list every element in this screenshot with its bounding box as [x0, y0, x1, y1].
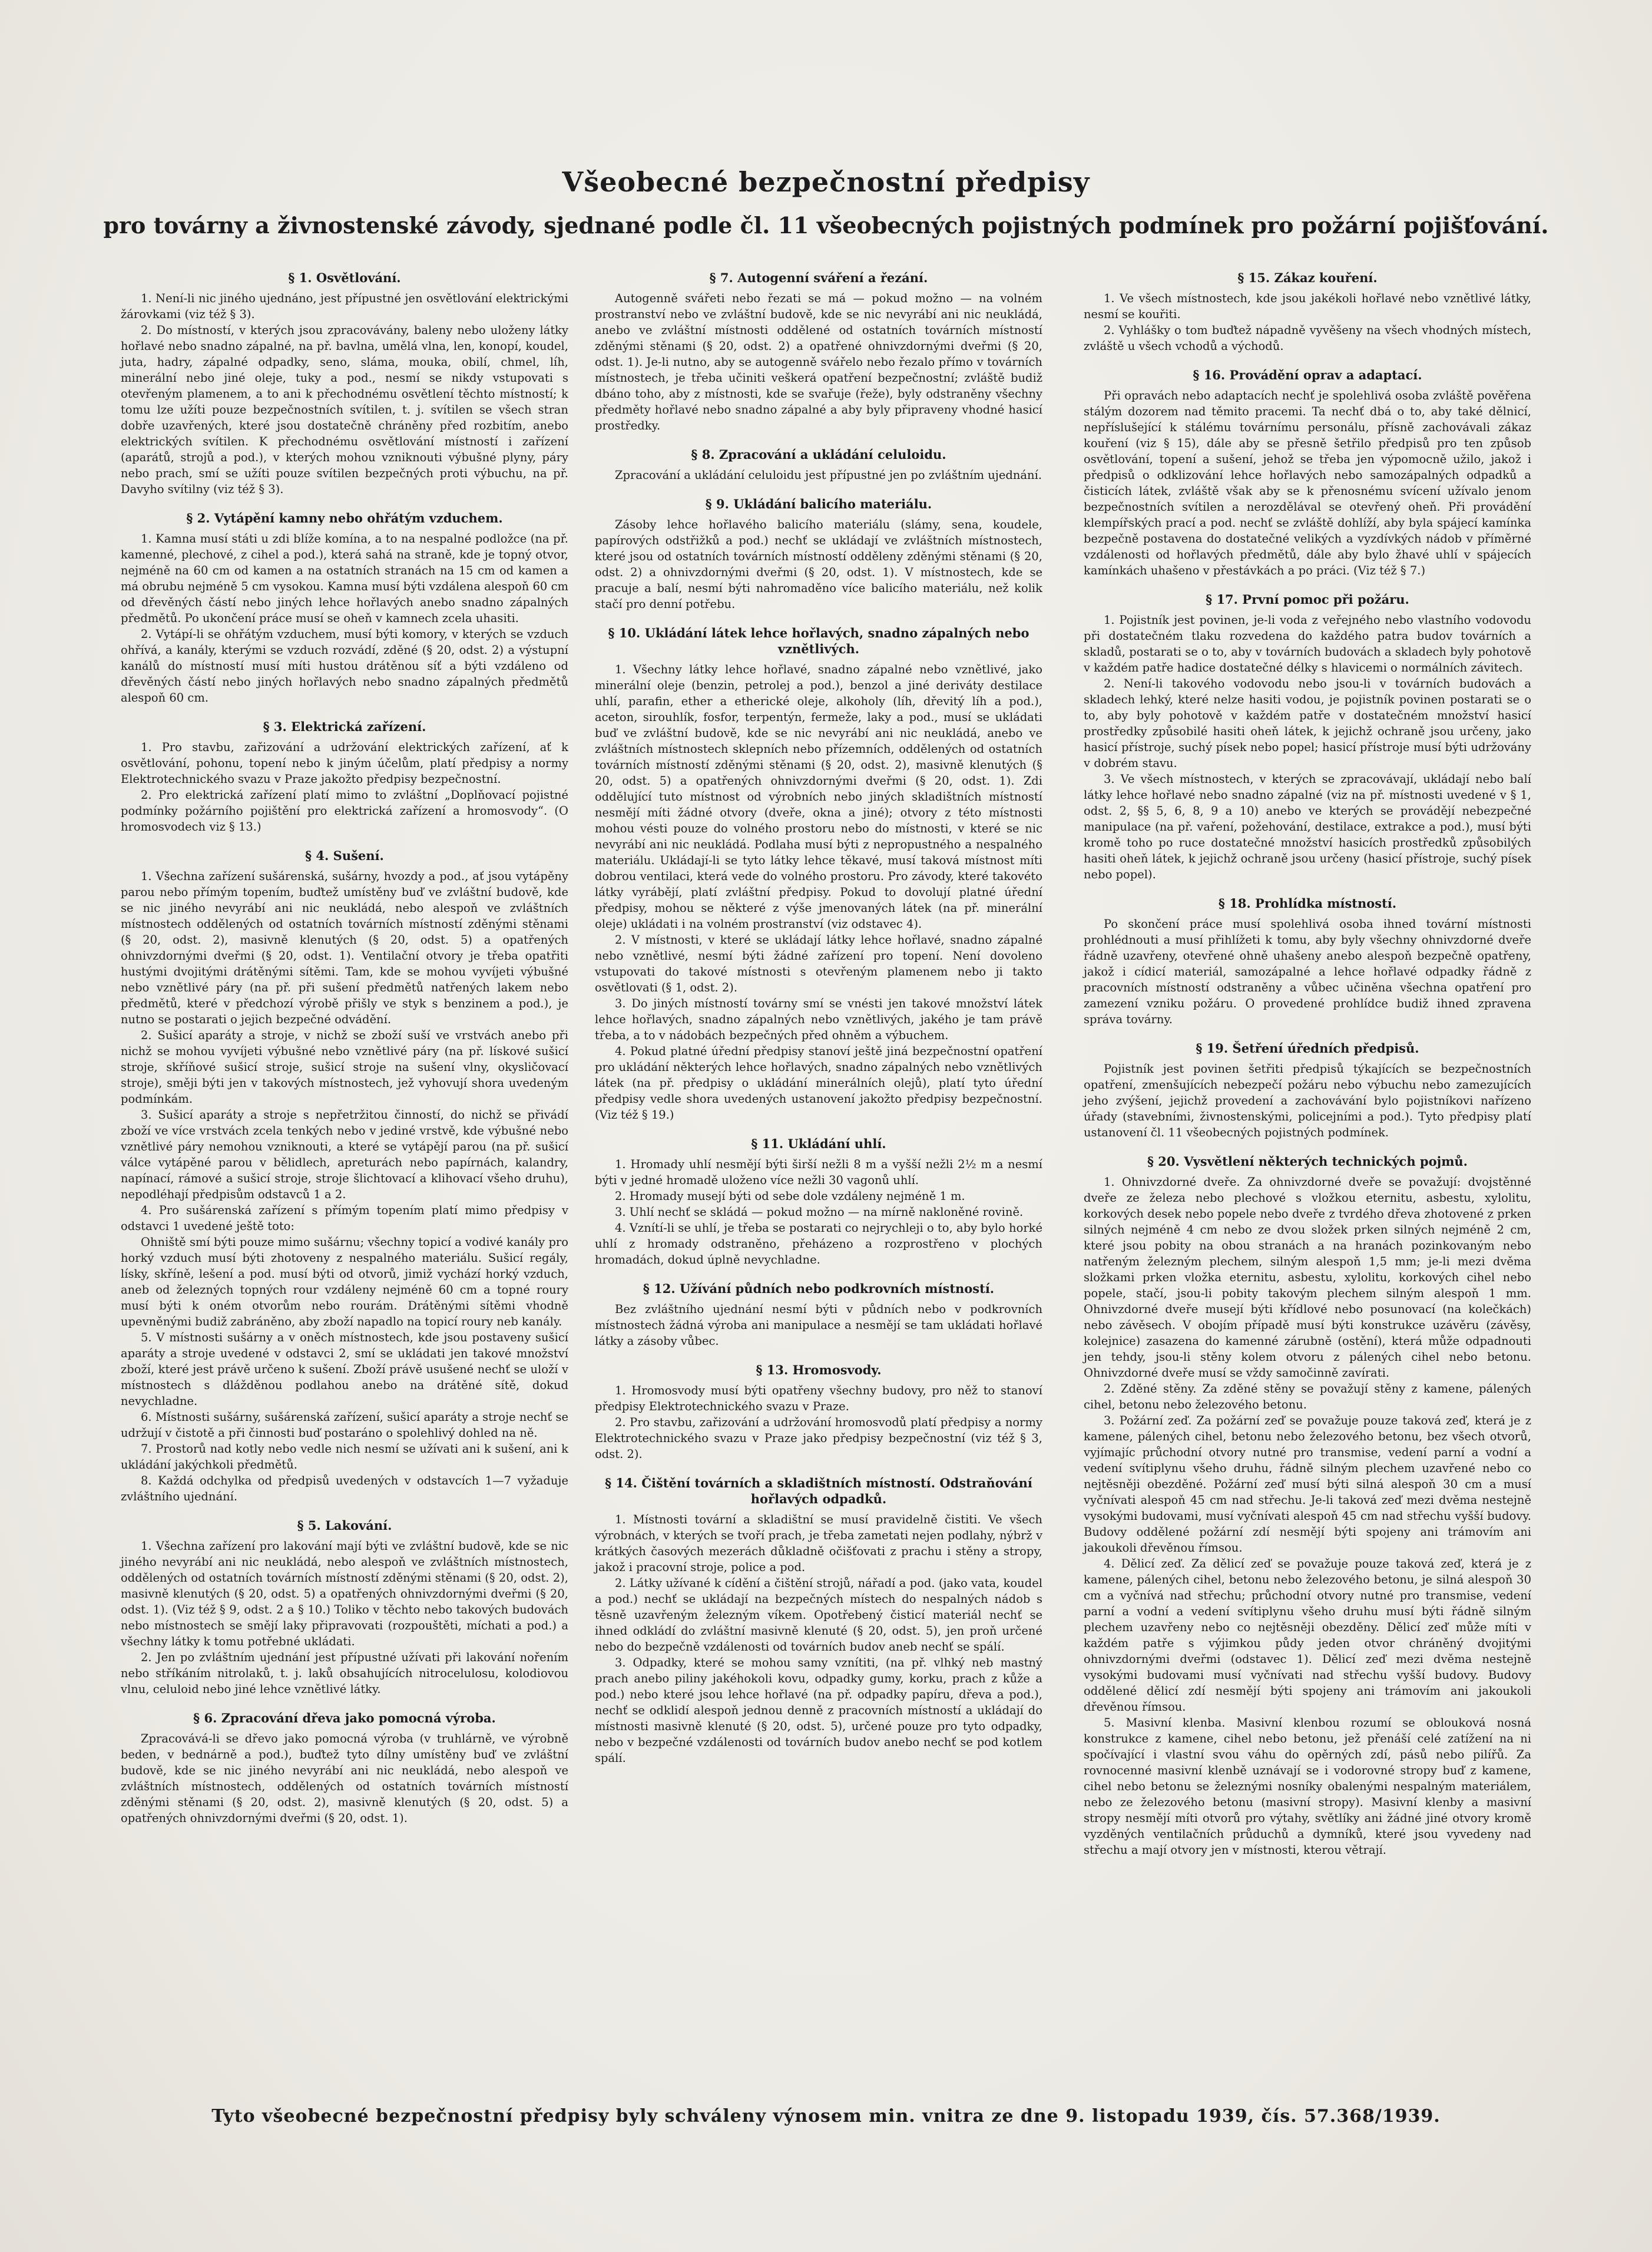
section	[595, 496, 1042, 612]
section-paragraph: 1. Všechna zařízení pro lakování mají býti ve zvláštní budově, kde se nic jiného nevyrábí ani nic neukládá, nebo alespoň ve zvláštních místnostech, oddělených od ostatních továrních místností zděnými stěnami (§ 20, odst. 2), masivně klenutých (§ 20, odst. 5) a opatřených ohnivzdornými dveřmi (§ 20, odst. 1). (Viz též § 9, odst. 2 a § 10.) Toliko v těchto nebo takových budovách nebo místnostech se smějí laky připravovati (rozpouštěti, míchati a pod.) a všechny látky k tomu potřebné ukládati.	[121, 1539, 568, 1648]
section-heading: § 20. Vysvětlení některých technických pojmů.	[1147, 1154, 1468, 1169]
section-paragraph: 2. Hromady musejí býti od sebe dole vzdáleny nejméně 1 m.	[615, 1189, 965, 1203]
section-paragraph: 3. Odpadky, které se mohou samy vznítiti, (na př. vlhký neb mastný prach anebo piliny jakéhokoli kovu, odpadky gumy, korku, prach z kůže a pod.) nebo které jsou lehce hořlavé (na př. odpadky papíru, dřeva a pod.), nechť se odklidí alespoň jednou denně z pracovních místností a ukládají do místnosti masivně klenuté (§ 20, odst. 5), určené pouze pro tyto odpadky, nebo v bezpečné vzdálenosti od továrních budov anebo nechť se pod kotlem spálí.	[595, 1656, 1042, 1765]
section-paragraph: 3. Požární zeď. Za požární zeď se považuje pouze taková zeď, která je z kamene, pálených cihel, betonu nebo železového betonu, bez všech otvorů, vyjímajíc průchodní otvory nutné pro transmise, vedení parní a vodní a vedení svítiplynu všeho druhu, řádně silným plechem uzavřené nebo co nejtěsněji obezděné. Požární zeď musí býti silná alespoň 30 cm a musí vyčnívati alespoň 45 cm nad střechu. Je-li taková zeď mezi dvěma nestejně vysokými budovami, musí vyčnívati alespoň 45 cm nad střechu vyšší budovy. Budovy oddělené požární zdí nesmějí býti spojeny ani trámovím ani jakoukoli dřevěnou římsou.	[1084, 1414, 1531, 1555]
section-heading: § 3. Elektrická zařízení.	[263, 719, 426, 734]
section-paragraph: 3. Ve všech místnostech, v kterých se zpracovávají, ukládají nebo balí látky lehce hořlavé nebo snadno zápalné (viz na př. místnosti uvedené v § 1, odst. 2, §§ 5, 6, 8, 9 a 10) anebo ve kterých se provádějí nebezpečné manipulace (na př. vaření, požehování, destilace, extrakce a pod.), musí býti kromě toho po ruce dostatečné množství hasicích prostředků způsobilých hasiti oheň látek, k jejichž ochraně jsou určeny (hasicí přístroje, suchý písek nebo popel).	[1084, 772, 1531, 881]
section-paragraph: 2. Není-li takového vodovodu nebo jsou-li v továrních budovách a skladech lehký, které nelze hasiti vodou, je pojistník povinen postarati se o to, aby byly pohotově v každém patře v dostatečném množství hasicí prostředky způsobilé hasiti oheň látek, k jejichž ochraně jsou určeny, jako hasicí přístroje, suchý písek nebo popel; hasicí přístroje musí býti udržovány v dobrém stavu.	[1084, 677, 1531, 770]
section-heading: § 12. Užívání půdních nebo podkrovních místností.	[643, 1281, 995, 1296]
section-paragraph: 2. Sušicí aparáty a stroje, v nichž se zboží suší ve vrstvách anebo při nichž se mohou vyvíjeti výbušné nebo vznětlivé páry (na př. lískové sušicí stroje, skříňové sušicí stroje, sušicí stroje na sušení vlny, okysličovací stroje), směji býti jen v takových místnostech, jež vyhovují shora uvedeným podmínkám.	[121, 1029, 568, 1106]
section-paragraph: 2. Vyhlášky o tom buďtež nápadně vyvěšeny na všech vhodných místech, zvláště u všech vchodů a východů.	[1084, 323, 1531, 353]
section-paragraph: 4. Pokud platné úřední předpisy stanoví ještě jiná bezpečnostní opatření pro ukládání některých lehce hořlavých, snadno zápalných nebo vznětlivých látek (na př. předpisy o ukládání minerálních olejů), platí tyto úřední předpisy vedle shora uvedených ustanovení jakožto předpisy bezpečnostní. (Viz též § 19.)	[595, 1044, 1042, 1122]
section-paragraph: 5. Masivní klenba. Masivní klenbou rozumí se oblouková nosná konstrukce z kamene, cihel nebo betonu, jež přenáší celé zatížení na ni spočívající i vlastní svou váhu do opěrných zdí, pásů nebo pilířů. Za rovnocenné masivní klenbě uznávají se i vodorovné stropy buď z kamene, cihel nebo betonu se železnými nosníky obalenými nespalným materiálem, nebo ze železového betonu (masivní stropy). Masivní klenby a masivní stropy nesmějí míti otvorů pro výtahy, světlíky ani žádné jiné otvory kromě vyzděných ventilačních průduchů a dymníků, které jsou vyvedeny nad střechu a mají otvory jen v místnosti, kterou větrají.	[1084, 1716, 1531, 1857]
section-heading: § 2. Vytápění kamny nebo ohřátým vzduchem.	[186, 511, 503, 525]
section-paragraph: 1. Kamna musí státi u zdi blíže komína, a to na nespalné podložce (na př. kamenné, plechové, z cihel a pod.), která sahá na straně, kde je topný otvor, nejméně na 60 cm od kamen a na ostatních stranách na 15 cm od kamen a má obrubu nejméně 5 cm vysokou. Kamna musí býti vzdálena alespoň 60 cm od dřevěných částí nebo jiných lehce hořlavých anebo snadno zápalných předmětů. Po ukončení práce musí se oheň v kamnech zcela uhasiti.	[121, 532, 568, 625]
section-heading: § 16. Provádění oprav a adaptací.	[1193, 368, 1422, 382]
section-paragraph: Zásoby lehce hořlavého balicího materiálu (slámy, sena, koudele, papírových odstřižků a pod.) nechť se ukládají ve zvláštních místnostech, které jsou od ostatních továrních místností odděleny zděnými stěnami (§ 20, odst. 2) a ohnivzdornými dveřmi (§ 20, odst. 1). V místnostech, kde se pracuje a balí, nesmí býti nahromaděno více balicího materiálu, než kolik stačí pro denní potřebu.	[595, 518, 1042, 611]
section	[121, 270, 568, 497]
column-right	[1084, 270, 1531, 1871]
section-heading: § 19. Šetření úředních předpisů.	[1196, 1041, 1419, 1056]
section-paragraph: Pojistník jest povinen šetřiti předpisů týkajících se bezpečnostních opatření, zmenšujících nebezpečí požáru nebo výbuchu nebo zamezujících jeho zvýšení, jejichž provedení a zachovávání bylo pojistníkovi nařízeno úřady (stavebními, živnostenskými, policejními a pod.). Tyto předpisy platí ustanovení čl. 11 všeobecných pojistných podmínek.	[1084, 1062, 1531, 1139]
section	[595, 270, 1042, 434]
section	[595, 1475, 1042, 1766]
section-paragraph: 1. Všechny látky lehce hořlavé, snadno zápalné nebo vznětlivé, jako minerální oleje (benzin, petrolej a pod.), benzol a jiné deriváty destilace uhlí, parafin, ether a etherické oleje, alkoholy (líh, dřevitý líh a pod.), aceton, sirouhlík, fosfor, terpentýn, fermeže, laky a pod., musí se ukládati buď ve zvláštní budově, kde se nic nevyrábí ani nic neukládá, anebo ve zvláštních místnostech sklepních nebo přízemních, oddělených od ostatních továrních místností zděnými stěnami (§ 20, odst. 2), masivně klenutých (§ 20, odst. 5) a opatřených ohnivzdornými dveřmi (§ 20, odst. 1). Zdi oddělující tuto místnost od výrobních nebo jiných skladištních místností nesmějí míti žádné otvory (dveře, okna a jiné); otvory z této místnosti mohou vésti pouze do volného prostoru nebo do místnosti, v které se nic nevyrábí ani nic neukládá. Podlaha musí býti z nepropustného a nespalného materiálu. Ukládají-li se tyto látky lehce těkavé, musí taková místnost míti dobrou ventilaci, která vede do volného prostoru. Pro závody, které takovéto látky vyrábějí, platí zvláštní předpisy. Pokud to dovolují platné úřední předpisy, mohou se některé z výše jmenovaných látek (na př. minerální oleje) ukládati i na volném prostranství (viz odstavec 4).	[595, 663, 1042, 931]
section-paragraph: 1. Ve všech místnostech, kde jsou jakékoli hořlavé nebo vznětlivé látky, nesmí se kouřiti.	[1084, 292, 1531, 321]
section-paragraph: 1. Hromady uhlí nesmějí býti širší nežli 8 m a vyšší nežli 2½ m a nesmí býti v jedné hromadě uloženo více nežli 30 vagonů uhlí.	[595, 1158, 1042, 1187]
section-heading: § 14. Čištění továrních a skladištních místností. Odstraňování hořlavých odpadků.	[605, 1476, 1032, 1506]
section-paragraph: 3. Sušicí aparáty a stroje s nepřetržitou činností, do nichž se přivádí zboží ve více vrstvách zcela tenkých nebo v jediné vrstvě, kde výbušné nebo vznětlivé páry nemohou vzniknouti, a které se vytápějí parou (na př. sušicí válce vytápěné parou v bělidlech, apreturách nebo papírnách, kalandry, napínací, rámové a sušicí stroje, stroje šlichtovací a klihovací všeho druhu), nepodléhají předpisům odstavců 1 a 2.	[121, 1108, 568, 1201]
section-heading: § 5. Lakování.	[297, 1518, 392, 1533]
section-heading: § 10. Ukládání látek lehce hořlavých, snadno zápalných nebo vznětlivých.	[608, 626, 1029, 656]
section	[121, 510, 568, 706]
section-heading: § 8. Zpracování a ukládání celuloidu.	[691, 447, 946, 462]
section-paragraph: Při opravách nebo adaptacích nechť je spolehlivá osoba zvláště pověřena stálým dozorem nad těmito pracemi. Ta nechť dbá o to, aby také dělnicí, nepříslušející k stálému továrnímu personálu, přísně zachovávali zákaz kouření (viz § 15), dále aby se přesně šetřilo předpisů pro ten způsob osvětlování, topení a sušení, jehož se třeba jen výpomocně užilo, jakož i předpisů o odklizování lehce hořlavých nebo samozápalných odpadků a čisticích látek, zvláště však aby se k přenosnému svícení užívalo jenom bezpečnostních svítilen a nerozdělával se otevřený oheň. Při provádění klempířských prací a pod. nechť se zvláště dohlíží, aby byla spájecí kamínka bezpečně postavena do dostatečné velikých a vyzdívkých nádob v příměrné vzdálenosti od hořlavých předmětů, dále aby bylo žhavé uhlí v spájecích kamínkách uhašeno v přestávkách a po práci. (Viz též § 7.)	[1084, 389, 1531, 577]
section-heading: § 18. Prohlídka místností.	[1218, 896, 1397, 911]
section-paragraph: 4. Pro sušárenská zařízení s přímým topením platí mimo předpisy v odstavci 1 uvedené ještě toto:	[121, 1203, 568, 1233]
section-heading: § 17. První pomoc při požáru.	[1206, 592, 1409, 607]
section	[1084, 591, 1531, 882]
document-subtitle: pro továrny a živnostenské závody, sjednané podle čl. 11 všeobecných pojistných podmínek pro požární pojišťování.	[103, 212, 1549, 239]
section-paragraph: 2. Pro stavbu, zařizování a udržování hromosvodů platí předpisy a normy Elektrotechnického svazu v Praze jako předpisy bezpečnostní (viz též § 3, odst. 2).	[595, 1416, 1042, 1461]
section-paragraph: Po skončení práce musí spolehlivá osoba ihned tovární místnosti prohlédnouti a musí přihlížeti k tomu, aby byly všechny ohnivzdorné dveře řádně uzavřeny, otevřené ohně uhašeny anebo alespoň bezpečně opatřeny, jakož i cídicí materiál, samozápalné a lehce hořlavé odpadky řádně z pracovních místností odstraněny a vůbec učiněna všechna opatření pro zamezení vzniku požáru. O provedené prohlídce budiž ihned zpravena správa továrny.	[1084, 917, 1531, 1026]
section-paragraph: 1. Není-li nic jiného ujednáno, jest přípustné jen osvětlování elektrickými žárovkami (viz též § 3).	[121, 292, 568, 321]
section-paragraph: Zpracování a ukládání celuloidu jest přípustné jen po zvláštním ujednání.	[615, 468, 1042, 482]
section	[1084, 895, 1531, 1027]
section	[121, 1710, 568, 1826]
section-heading: § 15. Zákaz kouření.	[1237, 270, 1378, 285]
section-paragraph: Autogenně svářeti nebo řezati se má — pokud možno — na volném prostranství nebo ve zvláštní budově, kde se nic nevyrábí ani nic neukládá, anebo ve zvláštní místnosti oddělené od ostatních továrních místností zděnými stěnami (§ 20, odst. 2) a opatřené ohnivzdornými dveřmi (§ 20, odst. 1). Je-li nutno, aby se autogenně svářelo nebo řezalo přímo v továrních místnostech, je třeba učiniti veškerá opatření bezpečnostní; zvláště budiž dbáno toho, aby z místnosti, kde se svařuje (řeže), byly odstraněny všechny předměty hořlavé nebo snadno zápalné a aby byly připraveny vhodné hasicí prostředky.	[595, 292, 1042, 432]
section-paragraph: 1. Všechna zařízení sušárenská, sušárny, hvozdy a pod., ať jsou vytápěny parou nebo přímým topením, buďtež umístěny buď ve zvláštní budově, kde se nic jiného nevyrábí ani nic neukládá, nebo alespoň ve zvláštních místnostech oddělených od ostatních továrních místností zděnými stěnami (§ 20, odst. 2), masivně klenutých (§ 20, odst. 5) a opatřených ohnivzdornými dveřmi (§ 20, odst. 1). Ventilační otvory je třeba opatřiti hustými dvojitými drátěnými sítěmi. Tam, kde se mohou vyvíjeti výbušné nebo vznětlivé páry (na př. při sušení předmětů natřených lakem nebo předmětů, které v předchozí výrobě přišly ve styk s benzinem a pod.), je nutno se postarati o jejich bezpečné odvádění.	[121, 869, 568, 1026]
section-heading: § 7. Autogenní sváření a řezání.	[709, 270, 928, 285]
section-heading: § 6. Zpracování dřeva jako pomocná výroba.	[193, 1711, 496, 1725]
section-paragraph: 1. Ohnivzdorné dveře. Za ohnivzdorné dveře se považují: dvojstěnné dveře ze železa nebo plechové s vložkou eternitu, asbestu, xylolitu, korkových desek nebo popele nebo dveře z tvrdého dřeva zhotovené z prken silných nejméně 4 cm nebo ze dvou složek prken silných nejméně 2 cm, které jsou pobity na obou stranách a na hranách pozinkovaným nebo natřeným železným plechem, silným alespoň 1,5 mm; je-li mezi dvěma složkami prken vložka eternitu, asbestu, xylolitu, korkových cihel nebo popele, stačí, jsou-li pobity takovým plechem silným alespoň 1 mm. Ohnivzdorné dveře musejí býti křídlové nebo posunovací (na kolečkách) nebo závěsech. V obojím případě musí býti konstrukce uzávěru (závěsy, kolejnice) zasazena do kamenné zárubně (ostění), která může odpadnouti jen tehdy, jsou-li stěny kolem otvoru z pálených cihel nebo betonu. Ohnivzdorné dveře musí se vždy samočinně zavírati.	[1084, 1175, 1531, 1380]
section	[595, 625, 1042, 1123]
section-paragraph: 2. Pro elektrická zařízení platí mimo to zvláštní „Doplňovací pojistné podmínky požárního pojištění pro elektrická zařízení a hromosvody“. (O hromosvodech viz § 13.)	[121, 788, 568, 834]
section-paragraph: 4. Dělicí zeď. Za dělicí zeď se považuje pouze taková zeď, která je z kamene, pálených cihel, betonu nebo železového betonu, je silná alespoň 30 cm a vyčnívá nad střechu; průchodní otvory nutné pro transmise, vedení parní a vodní a vedení svítiplynu všeho druhu musí býti řádně silným plechem uzavřeny nebo co nejtěsněji obezděny. Dělicí zeď může míti v každém patře s výjimkou půdy jeden otvor chráněný dvojitými ohnivzdornými dveřmi (odstavec 1). Dělicí zeď mezi dvěma nestejně vysokými budovami musí vyčnívati nad střechu vyšší budovy. Budovy oddělené dělicí zdí nesmějí býti spojeny ani trámovím ani jakoukoli dřevěnou římsou.	[1084, 1557, 1531, 1714]
section-paragraph: 1. Hromosvody musí býti opatřeny všechny budovy, pro něž to stanoví předpisy Elektrotechnického svazu v Praze.	[595, 1384, 1042, 1413]
section	[1084, 367, 1531, 578]
section	[1084, 1153, 1531, 1858]
section	[121, 848, 568, 1504]
section	[595, 1362, 1042, 1462]
section	[1084, 270, 1531, 354]
section	[1084, 1040, 1531, 1140]
section-paragraph: 2. Jen po zvláštním ujednání jest přípustné užívati při lakování nořením nebo stříkáním nitrolaků, t. j. laků obsahujících nitrocelulosu, kolodiovou vlnu, celuloid nebo jiné lehce vznětlivé látky.	[121, 1651, 568, 1696]
section-paragraph: 1. Pojistník jest povinen, je-li voda z veřejného nebo vlastního vodovodu při dostatečném tlaku rozvedena do každého patra budov továrních a skladů, postarati se o to, aby v továrních budovách a skladech byly pohotově v každém patře hadice dostatečné délky s hlavicemi o normálních závitech.	[1084, 613, 1531, 674]
section-paragraph: 2. Látky užívané k cídění a čištění strojů, nářadí a pod. (jako vata, koudel a pod.) nechť se ukládají na bezpečných místech do nespalných nádob s těsně uzavřeným železným víkem. Opotřebený čisticí materiál nechť se ihned odkládí do zvláštní masivně klenuté (§ 20, odst. 5), jen proň určené nebo do bezpečně vzdálenosti od továrních budov aneb nechť se spálí.	[595, 1576, 1042, 1654]
section	[121, 1517, 568, 1697]
section-paragraph: 2. Do místností, v kterých jsou zpracovávány, baleny nebo uloženy látky hořlavé nebo snadno zápalné, na př. bavlna, umělá vlna, len, konopí, koudel, juta, hadry, zápalné odpadky, seno, sláma, mouka, obilí, chmel, líh, minerální nebo jiné oleje, tuky a pod., nesmí se nikdy vstupovati s otevřeným plamenem, a to ani k přechodnému osvětlení těchto místností; k tomu lze užíti pouze bezpečnostních svítilen, t. j. svítilen se všech stran dobře uzavřených, které jsou dostatečně chráněny před rozbitím, anebo elektrických svítilen. K přechodnému osvětlování místností i zařízení (aparátů, strojů a pod.), v kterých mohou vzniknouti výbušné plyny, páry nebo prach, smí se užíti pouze svítilen bezpečných proti výbuchu, na př. Davyho svítilny (viz též § 3).	[121, 323, 568, 496]
section	[121, 719, 568, 835]
section-paragraph: 1. Pro stavbu, zařizování a udržování elektrických zařízení, ať k osvětlování, pohonu, topení nebo k jiným účelům, platí předpisy a normy Elektrotechnického svazu v Praze jakožto předpisy bezpečnostní.	[121, 740, 568, 786]
section-heading: § 9. Ukládání balicího materiálu.	[705, 497, 932, 511]
section-paragraph: 6. Místnosti sušárny, sušárenská zařízení, sušicí aparáty a stroje nechť se udržují v čistotě a při činnosti buď postaráno o spolehlivý dohled na ně.	[121, 1410, 568, 1440]
section-heading: § 4. Sušení.	[305, 848, 384, 863]
section-paragraph: 1. Místnosti tovární a skladištní se musí pravidelně čistiti. Ve všech výrobnách, v kterých se tvoří prach, je třeba zametati nejen podlahy, nýbrž v krátkých časových mezerách důkladně očišťovati z prachu i stěny a stropy, jakož i pracovní stroje, police a pod.	[595, 1513, 1042, 1574]
section	[595, 447, 1042, 483]
section-paragraph: 3. Do jiných místností továrny smí se vnésti jen takové množství látek lehce hořlavých, snadno zápalných nebo vznětlivých, jakého je tam právě třeba, a to v nádobách bezpečných před ohněm a výbuchem.	[595, 997, 1042, 1042]
section-paragraph: 3. Uhlí nechť se skládá — pokud možno — na mírně nakloněné rovině.	[615, 1205, 1024, 1219]
column-middle	[595, 270, 1042, 1779]
section-heading: § 1. Osvětlování.	[288, 270, 401, 285]
section-heading: § 11. Ukládání uhlí.	[751, 1136, 886, 1151]
column-left	[121, 270, 568, 1839]
section-paragraph: Bez zvláštního ujednání nesmí býti v půdních nebo v podkrovních místnostech žádná výroba ani manipulace a nesmějí se tam ukládati hořlavé látky a zásoby vůbec.	[595, 1302, 1042, 1348]
section-paragraph: 4. Vznítí-li se uhlí, je třeba se postarati co nejrychleji o to, aby bylo horké uhlí z hromady odstraněno, přeházeno a rozprostřeno v plochých hromadách, dokud úplně nevychladne.	[595, 1221, 1042, 1266]
section-heading: § 13. Hromosvody.	[756, 1363, 882, 1377]
section-paragraph: 5. V místnosti sušárny a v oněch místnostech, kde jsou postaveny sušicí aparáty a stroje uvedené v odstavci 2, smí se ukládati jen takové množství zboží, které jest právě určeno k sušení. Zboží právě usušené nechť se uloží v místnostech s dlážděnou podlahou anebo na drátěné sítě, dokud nevychladne.	[121, 1331, 568, 1408]
section-paragraph: 2. V místnosti, v které se ukládají látky lehce hořlavé, snadno zápalné nebo vznětlivé, nesmí býti žádné zařízení pro topení. Není dovoleno vstupovati do takové místnosti s otevřeným plamenem nebo ji takto osvětlovati (§ 1, odst. 2).	[595, 933, 1042, 994]
section-paragraph: 8. Každá odchylka od předpisů uvedených v odstavcích 1—7 vyžaduje zvláštního ujednání.	[121, 1474, 568, 1503]
document-title: Všeobecné bezpečnostní předpisy	[562, 166, 1090, 198]
section	[595, 1281, 1042, 1349]
section-paragraph: 2. Vytápí-li se ohřátým vzduchem, musí býti komory, v kterých se vzduch ohřívá, a kanály, kterými se vzduch rozvádí, zděné (§ 20, odst. 2) a výstupní kanálů do místností musí míti hustou drátěnou síť a býti vzdáleno od dřevěných částí nebo jiných hořlavých nebo snadno zápalných předmětů alespoň 60 cm.	[121, 627, 568, 705]
section-paragraph: 7. Prostorů nad kotly nebo vedle nich nesmí se užívati ani k sušení, ani k ukládání jakýchkoli předmětů.	[121, 1442, 568, 1471]
section-paragraph: Ohniště smí býti pouze mimo sušárnu; všechny topicí a vodivé kanály pro horký vzduch musí býti zhotoveny z nespalného materiálu. Sušicí regály, lísky, skříně, lešení a pod. musí býti od otvorů, jimiž vychází horký vzduch, aneb od železných topných rour vzdáleny nejméně 60 cm a topné roury musí býti k oném otvorům nebo rourám. Drátěnými sítěmi vhodně upevněnými budiž zabráněno, aby zboží napadlo na topicí roury neb kanály.	[121, 1235, 568, 1328]
section-paragraph: Zpracovává-li se dřevo jako pomocná výroba (v truhlárně, ve výrobně beden, v bednárně a pod.), buďtež tyto dílny umístěny buď ve zvláštní budově, kde se nic jiného nevyrábí ani nic neukládá, nebo alespoň ve zvláštních místnostech, oddělených od ostatních továrních místností zděnými stěnami (§ 20, odst. 2), masivně klenutých (§ 20, odst. 5) a opatřených ohnivzdornými dveřmi (§ 20, odst. 1).	[121, 1732, 568, 1825]
section	[595, 1136, 1042, 1268]
approval-footer: Tyto všeobecné bezpečnostní předpisy byly schváleny výnosem min. vnitra ze dne 9. listopadu 1939, čís. 57.368/1939.	[211, 2106, 1441, 2127]
section-paragraph: 2. Zděné stěny. Za zděné stěny se považují stěny z kamene, pálených cihel, betonu nebo železového betonu.	[1084, 1382, 1531, 1411]
